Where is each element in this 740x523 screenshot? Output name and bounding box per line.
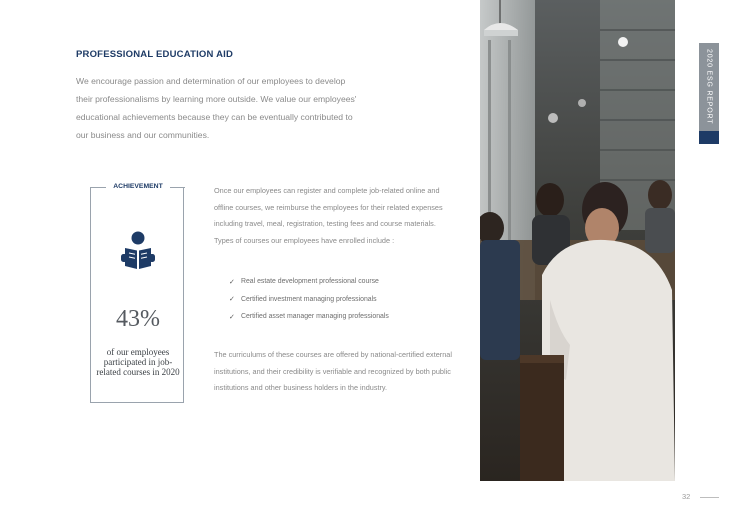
course-reimbursement-paragraph: Once our employees can register and complete job-related online and offline courses, we reimburse the employees for their related expenses including travel, meal, registration, testing fees and course materials. Types of courses our employees have enrolled include : — [214, 186, 443, 245]
course-list — [229, 273, 389, 326]
achievement-box-top-right-rule — [170, 187, 185, 188]
course-label: Certified investment managing professionals — [241, 295, 377, 303]
page-number: 32 — [682, 492, 691, 501]
report-side-tab — [699, 43, 719, 131]
reading-person-icon — [120, 231, 156, 273]
page-number-rule — [700, 497, 719, 498]
check-icon: ✓ — [229, 313, 235, 321]
achievement-label: ACHIEVEMENT — [113, 183, 163, 190]
office-meeting-photo — [480, 0, 675, 481]
course-label: Real estate development professional course — [241, 278, 379, 286]
achievement-caption: of our employees participated in job-related courses in 2020 — [96, 347, 180, 377]
achievement-box-top-left-rule — [90, 187, 106, 188]
check-icon: ✓ — [229, 296, 235, 304]
check-icon: ✓ — [229, 278, 235, 286]
intro-paragraph: We encourage passion and determination of our employees to develop their professionalisms by learning more outside. We value our employees' educational achievements because they can be eventually contributed to our business and our communities. — [76, 76, 357, 140]
achievement-percent: 43% — [116, 306, 160, 332]
curriculum-paragraph: The curriculums of these courses are offered by national-certified external institutions, and their credibility is verifiable and recognized by both public institutions and other business holders in the industry. — [214, 350, 452, 392]
list-item — [229, 308, 389, 326]
side-tab-label: 2020 ESG REPORT — [705, 49, 713, 125]
side-tab-accent — [699, 131, 719, 144]
course-label: Certified asset manager managing professionals — [241, 313, 389, 321]
section-title: PROFESSIONAL EDUCATION AID — [76, 49, 234, 60]
photo-illustration — [480, 0, 675, 481]
list-item — [229, 291, 389, 309]
list-item — [229, 273, 389, 291]
